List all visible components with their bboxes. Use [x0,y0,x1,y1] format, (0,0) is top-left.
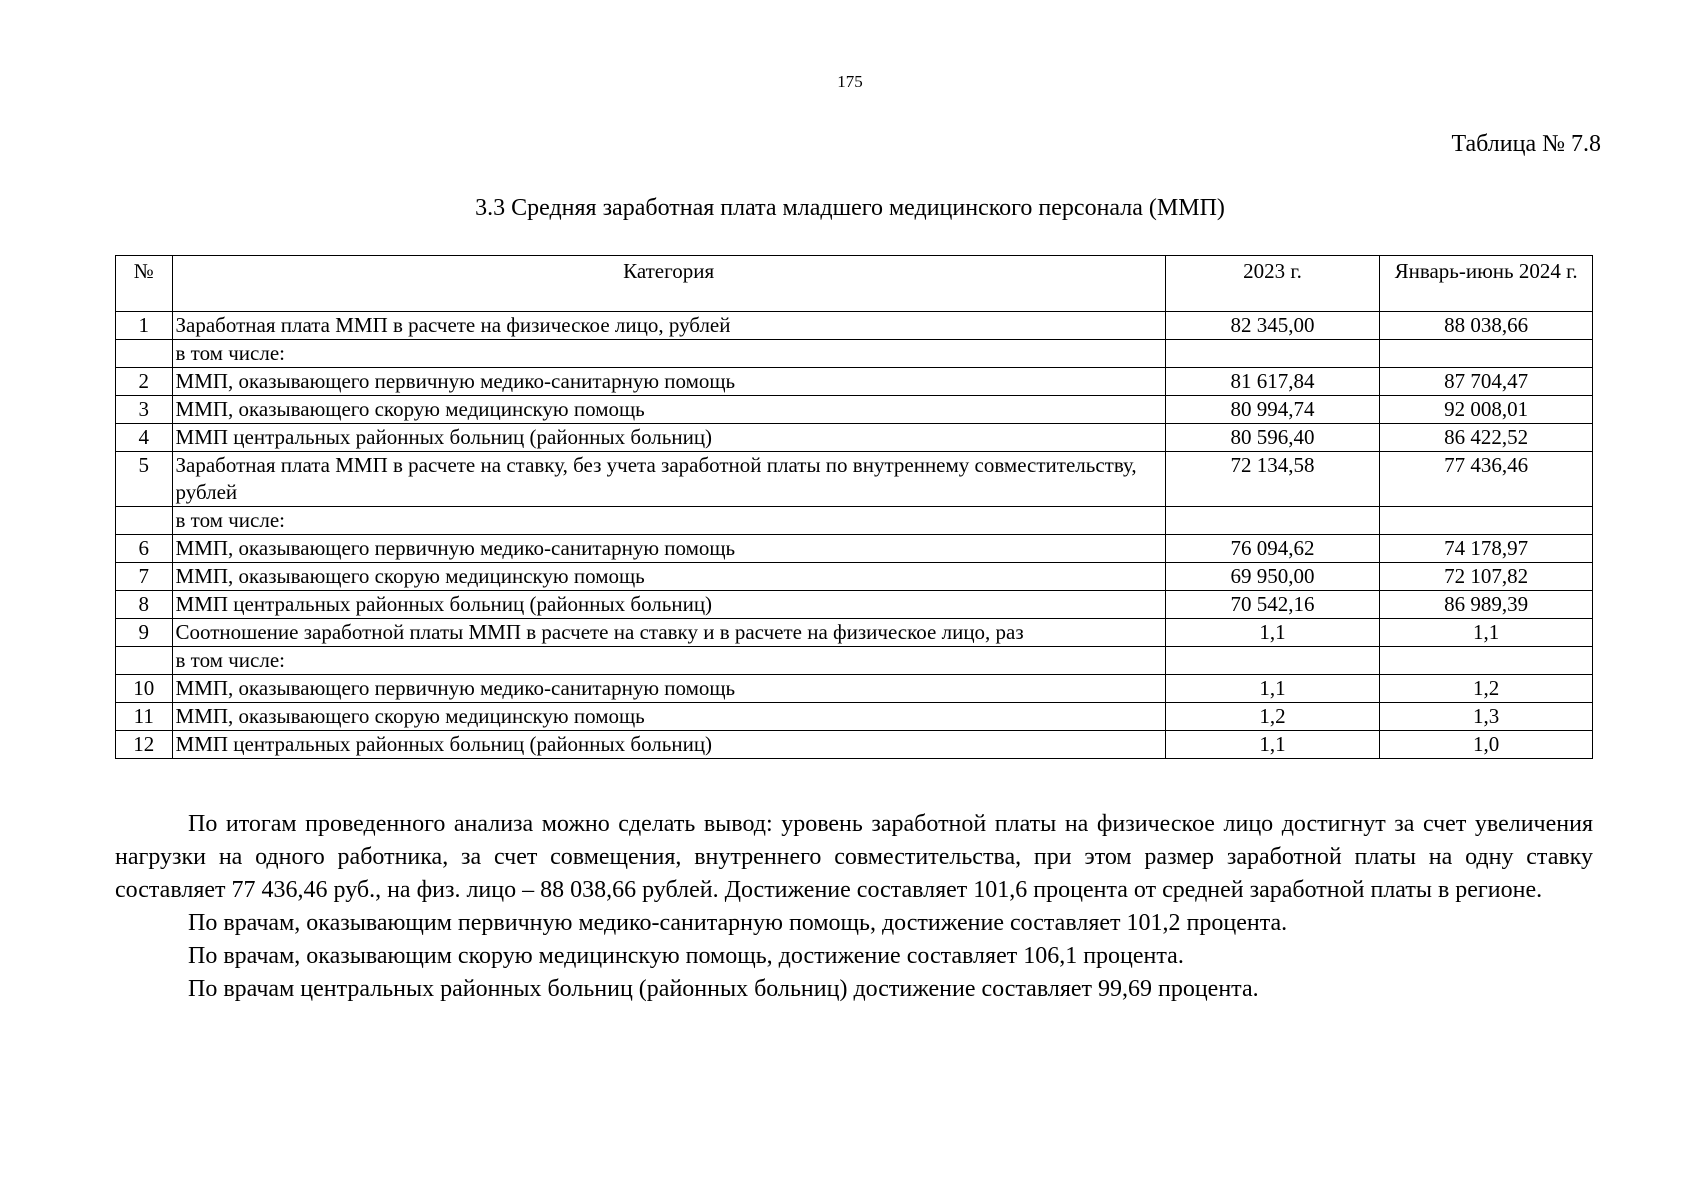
row-value-2023 [1165,647,1379,675]
row-value-2024 [1380,340,1593,368]
row-value-2023: 80 596,40 [1165,424,1379,452]
row-value-2024: 87 704,47 [1380,368,1593,396]
table-header-row [116,256,1593,312]
row-category: Заработная плата ММП в расчете на физическое лицо, рублей [172,312,1165,340]
row-value-2024: 92 008,01 [1380,396,1593,424]
row-number: 9 [116,619,173,647]
row-value-2023: 82 345,00 [1165,312,1379,340]
table-row [116,396,1593,424]
table-row [116,312,1593,340]
table-row [116,591,1593,619]
row-value-2023: 76 094,62 [1165,535,1379,563]
header-num: № [116,256,173,312]
table-row [116,535,1593,563]
row-number: 8 [116,591,173,619]
row-value-2024: 74 178,97 [1380,535,1593,563]
row-number: 7 [116,563,173,591]
row-number [116,507,173,535]
table-body [116,312,1593,759]
table-row [116,507,1593,535]
row-number: 2 [116,368,173,396]
table-row [116,731,1593,759]
row-category: Соотношение заработной платы ММП в расчете на ставку и в расчете на физическое лицо, раз [172,619,1165,647]
row-value-2024 [1380,647,1593,675]
row-number: 10 [116,675,173,703]
row-number [116,647,173,675]
table-row [116,424,1593,452]
row-number: 4 [116,424,173,452]
row-category: в том числе: [172,647,1165,675]
row-number: 1 [116,312,173,340]
table-row [116,340,1593,368]
row-number [116,340,173,368]
row-number: 3 [116,396,173,424]
table-row [116,647,1593,675]
row-value-2023: 70 542,16 [1165,591,1379,619]
row-value-2024: 1,3 [1380,703,1593,731]
row-category: ММП, оказывающего первичную медико-санитарную помощь [172,368,1165,396]
row-value-2024: 72 107,82 [1380,563,1593,591]
row-value-2023: 1,1 [1165,675,1379,703]
header-2024: Январь-июнь 2024 г. [1380,256,1593,312]
row-category: в том числе: [172,507,1165,535]
row-category: ММП центральных районных больниц (районных больниц) [172,591,1165,619]
row-category: ММП, оказывающего первичную медико-санитарную помощь [172,535,1165,563]
row-value-2024: 86 422,52 [1380,424,1593,452]
row-value-2023: 1,2 [1165,703,1379,731]
table-row [116,675,1593,703]
row-value-2023: 80 994,74 [1165,396,1379,424]
row-value-2023: 69 950,00 [1165,563,1379,591]
row-value-2023: 1,1 [1165,731,1379,759]
row-value-2024: 86 989,39 [1380,591,1593,619]
page-number: 175 [837,72,863,91]
row-number: 6 [116,535,173,563]
row-value-2024: 1,2 [1380,675,1593,703]
row-category: ММП центральных районных больниц (районных больниц) [172,424,1165,452]
table-row [116,563,1593,591]
row-category: ММП, оказывающего скорую медицинскую помощь [172,396,1165,424]
paragraph: По врачам, оказывающим первичную медико-санитарную помощь, достижение составляет 101,2 процента. [188,910,1288,936]
row-value-2023: 1,1 [1165,619,1379,647]
row-value-2023: 81 617,84 [1165,368,1379,396]
table-row [116,703,1593,731]
table-row [116,368,1593,396]
row-number: 12 [116,731,173,759]
header-category: Категория [172,256,1165,312]
paragraph: По врачам, оказывающим скорую медицинскую помощь, достижение составляет 106,1 процента. [188,943,1184,969]
row-value-2024 [1380,507,1593,535]
row-value-2023 [1165,340,1379,368]
row-number: 11 [116,703,173,731]
paragraph: По итогам проведенного анализа можно сделать вывод: уровень заработной платы на физическое лицо достигнут за счет увеличения нагрузки на одного работника, за счет совмещения, внутреннего совместительства, при этом размер заработной платы на одну ставку составляет 77 436,46 руб., на физ. лицо – 88 038,66 рублей. Достижение составляет 101,6 процента от средней заработной платы в регионе. [115,811,1593,903]
row-value-2024: 77 436,46 [1380,452,1593,507]
row-category: ММП, оказывающего скорую медицинскую помощь [172,563,1165,591]
row-category: ММП центральных районных больниц (районных больниц) [172,731,1165,759]
header-2023: 2023 г. [1165,256,1379,312]
conclusion-text [115,808,1593,1006]
row-category: ММП, оказывающего скорую медицинскую помощь [172,703,1165,731]
row-category: ММП, оказывающего первичную медико-санитарную помощь [172,675,1165,703]
row-value-2024: 1,1 [1380,619,1593,647]
row-category: Заработная плата ММП в расчете на ставку, без учета заработной платы по внутреннему совместительству, рублей [172,452,1165,507]
salary-table [115,255,1593,759]
paragraph: По врачам центральных районных больниц (районных больниц) достижение составляет 99,69 процента. [188,976,1259,1002]
table-row [116,452,1593,507]
table-title: 3.3 Средняя заработная плата младшего медицинского персонала (ММП) [475,195,1225,221]
row-value-2023 [1165,507,1379,535]
row-value-2024: 1,0 [1380,731,1593,759]
row-value-2024: 88 038,66 [1380,312,1593,340]
row-category: в том числе: [172,340,1165,368]
table-row [116,619,1593,647]
table-label: Таблица № 7.8 [1451,131,1601,157]
row-value-2023: 72 134,58 [1165,452,1379,507]
row-number: 5 [116,452,173,507]
